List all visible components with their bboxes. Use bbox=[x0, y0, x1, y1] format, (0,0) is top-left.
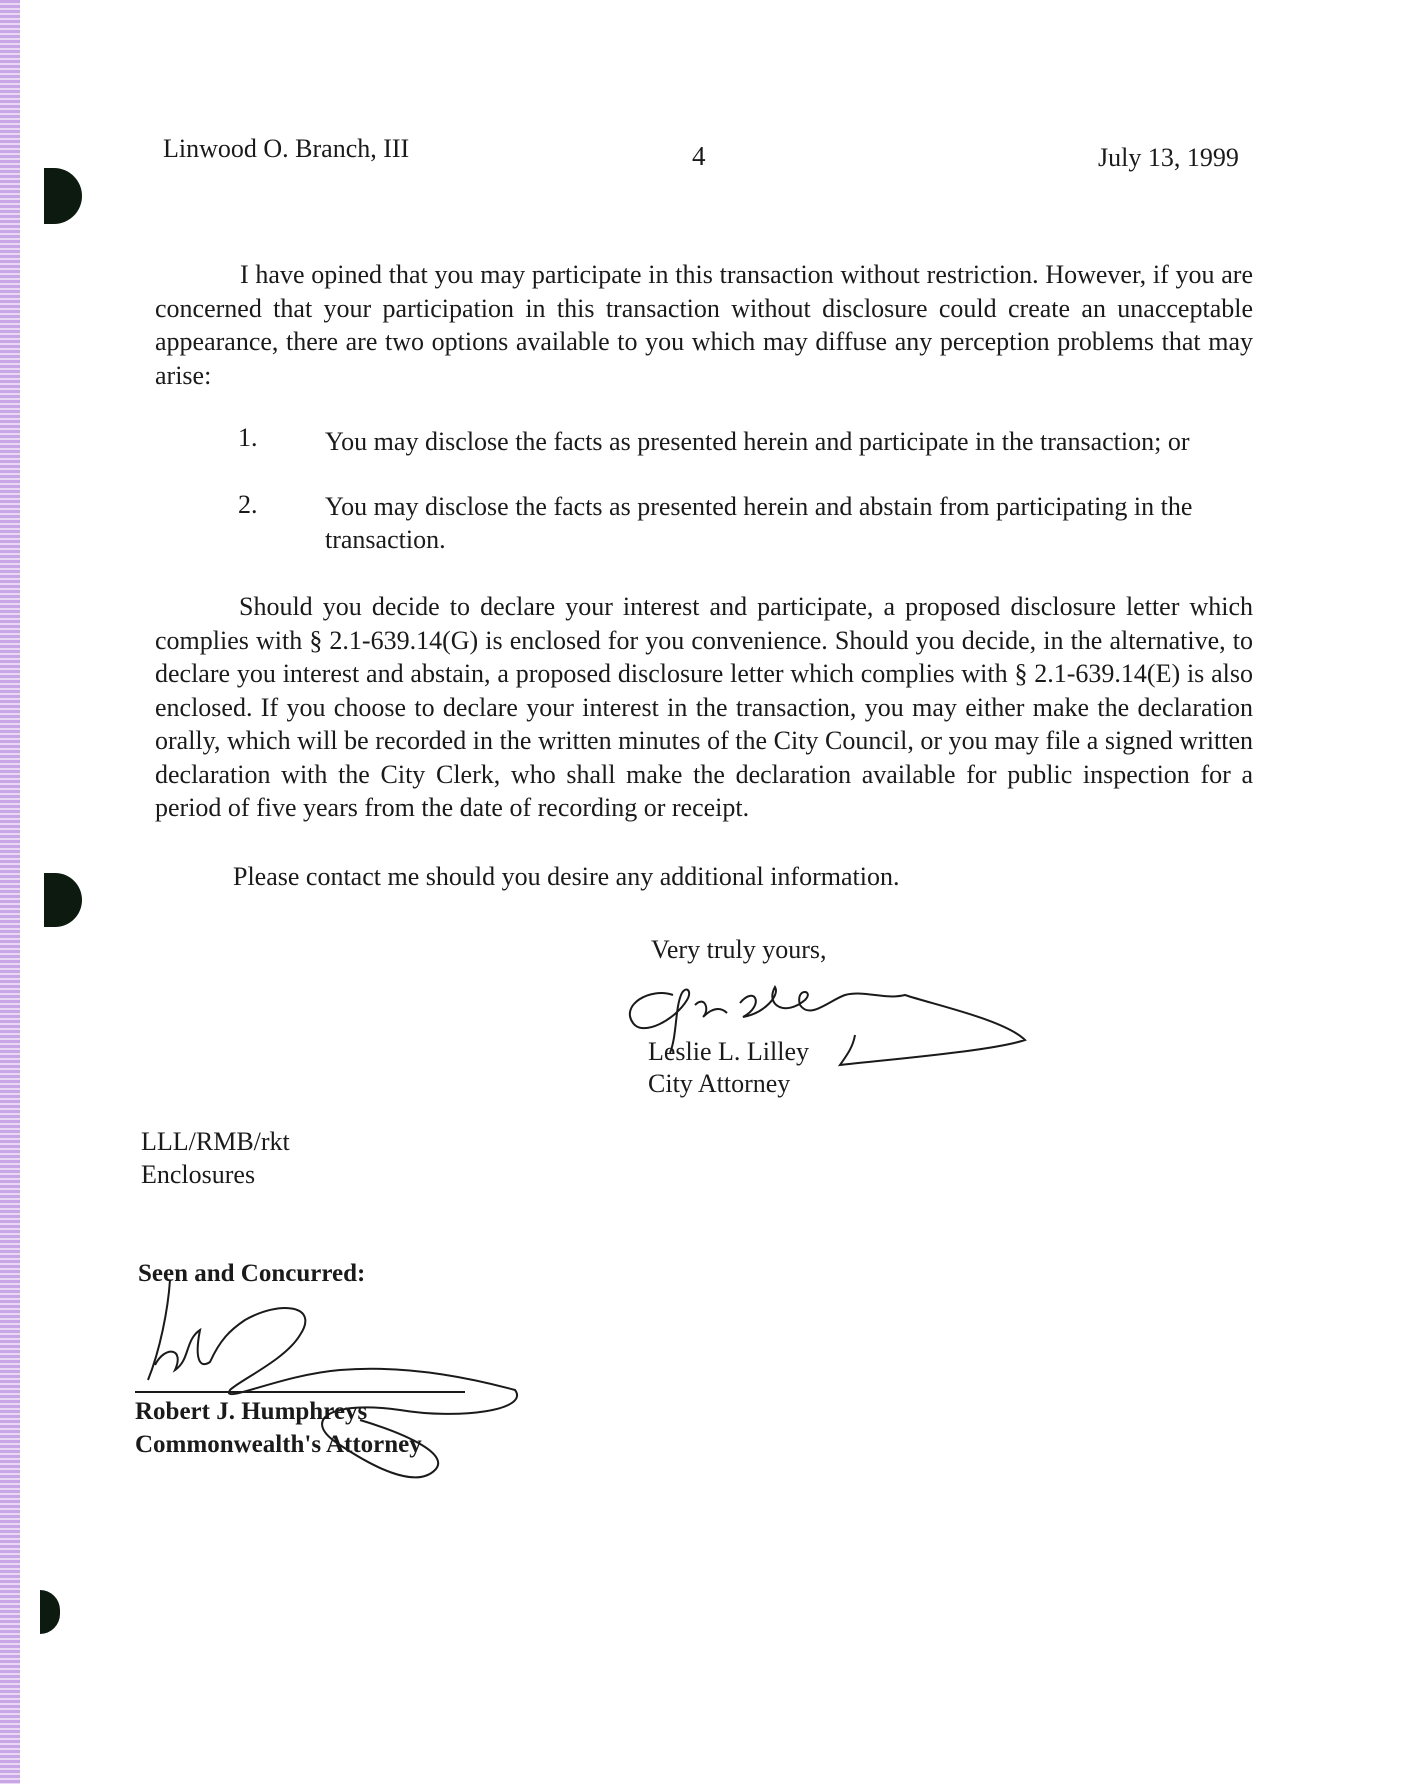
enclosures-note: Enclosures bbox=[141, 1160, 256, 1189]
signer-name: Leslie L. Lilley bbox=[648, 1037, 810, 1066]
concurrence-label: Seen and Concurred: bbox=[138, 1260, 366, 1287]
concurrence-title: Commonwealth's Attorney bbox=[135, 1431, 422, 1458]
page-number: 4 bbox=[692, 141, 706, 171]
recipient-name: Linwood O. Branch, III bbox=[163, 134, 410, 163]
paragraph-opinion: I have opined that you may participate in this transaction without restriction. However, if you are concerned that your participation in this transaction without disclosure could create an unacceptable appearance, there are two options available to you which may diffuse any perception problems that may arise: bbox=[155, 260, 1253, 390]
option-1-number: 1. bbox=[238, 423, 258, 452]
punch-hole-middle bbox=[44, 873, 82, 927]
signer-title: City Attorney bbox=[648, 1069, 791, 1098]
valediction: Very truly yours, bbox=[651, 935, 827, 964]
paragraph-contact: Please contact me should you desire any additional information. bbox=[233, 862, 900, 891]
reference-initials: LLL/RMB/rkt bbox=[141, 1127, 290, 1156]
punch-hole-top bbox=[44, 168, 82, 224]
paragraph-disclosure: Should you decide to declare your interest and participate, a proposed disclosure letter which complies with § 2.1-639.14(G) is enclosed for you convenience. Should you decide, in the alternative, to declare you interest and abstain, a proposed disclosure letter which complies with § 2.1-639.14(E) is also enclosed. If you choose to declare your interest in the transaction, you may either make the declaration orally, which will be recorded in the written minutes of the City Council, or you may file a signed written declaration with the City Clerk, who shall make the declaration available for public inspection for a period of five years from the date of recording or receipt. bbox=[155, 592, 1253, 822]
option-1-text: You may disclose the facts as presented herein and participate in the transaction; or bbox=[325, 427, 1190, 456]
option-2-number: 2. bbox=[238, 490, 258, 519]
letter-date: July 13, 1999 bbox=[1098, 143, 1239, 172]
binder-margin-strip bbox=[0, 0, 20, 1784]
signature-commonwealths-attorney bbox=[130, 1270, 530, 1500]
concurrence-name: Robert J. Humphreys bbox=[135, 1398, 368, 1425]
option-2-text: You may disclose the facts as presented herein and abstain from participating in the transaction. bbox=[325, 492, 1193, 554]
punch-hole-bottom bbox=[40, 1590, 60, 1634]
